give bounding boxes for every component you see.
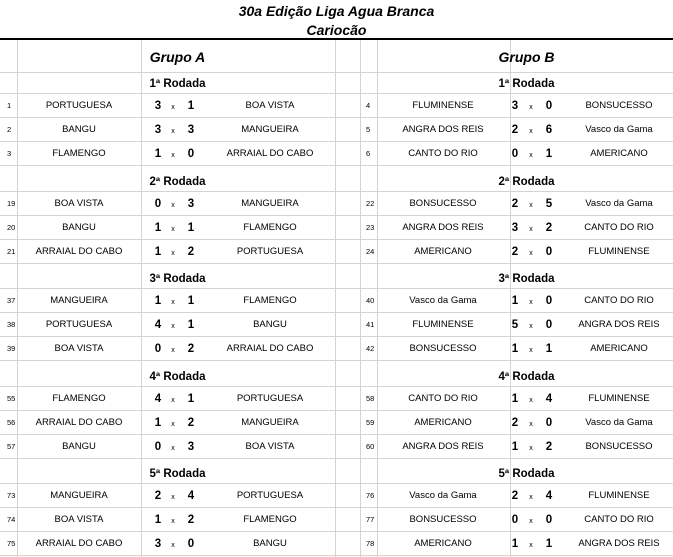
round-label: 1ª Rodada [498,78,555,90]
versus-mark: x [529,152,533,159]
round-label: 3ª Rodada [498,273,555,285]
round-label: 4ª Rodada [149,370,206,383]
away-score: 0 [545,295,553,307]
away-score: 3 [187,197,195,210]
row-gridline [0,483,673,484]
versus-mark: x [529,396,533,404]
home-score: 1 [511,392,519,405]
away-score: 1 [545,148,553,160]
away-score: 1 [187,221,195,234]
away-team: ARRAIAL DO CABO [226,148,314,159]
away-team: CANTO DO RIO [584,514,654,525]
home-score: 4 [154,319,162,331]
versus-mark: x [529,299,533,306]
away-team: BANGU [253,319,287,330]
home-score: 3 [154,538,162,550]
row-gridline [0,531,673,532]
home-score: 1 [154,416,162,429]
away-team: CANTO DO RIO [584,295,654,306]
versus-mark: x [529,347,533,354]
away-score: 4 [187,490,195,502]
away-team: CANTO DO RIO [584,221,654,233]
match-number: 38 [7,320,16,329]
away-team: AMERICANO [590,148,648,159]
home-team: FLAMENGO [52,392,106,404]
match-number: 40 [366,296,375,305]
round-label: 2ª Rodada [149,175,206,188]
home-score: 2 [154,490,162,502]
home-score: 1 [154,148,162,160]
match-number: 39 [7,344,16,353]
away-team: BOA VISTA [245,440,295,452]
home-team: BANGU [62,124,96,135]
home-score: 3 [154,100,162,112]
home-score: 1 [511,295,519,307]
row-gridline [0,117,673,118]
home-score: 2 [511,197,519,210]
home-team: BANGU [62,440,96,452]
home-team: ARRAIAL DO CABO [35,245,123,257]
versus-mark: x [529,518,533,525]
away-score: 5 [545,197,553,210]
match-number: 41 [366,320,375,329]
row-gridline [0,555,673,556]
match-number: 73 [7,491,16,500]
away-score: 1 [187,319,195,331]
home-score: 3 [511,100,519,112]
match-number: 24 [366,246,375,256]
home-score: 0 [511,148,519,160]
round-label: 2ª Rodada [498,175,555,188]
match-number: 59 [366,417,375,427]
away-team: FLAMENGO [243,221,297,233]
home-team: BOA VISTA [54,343,104,354]
versus-mark: x [529,249,533,257]
away-team: FLUMINENSE [588,490,650,501]
home-team: FLUMINENSE [412,100,474,111]
versus-mark: x [171,518,175,525]
away-team: Vasco da Gama [585,197,653,209]
away-score: 6 [545,124,553,136]
group-title: Grupo B [498,49,555,65]
versus-mark: x [529,201,533,209]
away-score: 2 [187,416,195,429]
away-team: AMERICANO [590,343,648,354]
sheet-subtitle: Cariocão [306,22,367,38]
match-number: 55 [7,393,16,403]
row-gridline [0,72,673,73]
home-score: 1 [511,440,519,453]
round-label: 1ª Rodada [149,78,206,90]
home-team: BONSUCESSO [409,197,477,209]
match-number: 6 [366,149,371,158]
match-number: 42 [366,344,375,353]
away-score: 2 [545,221,553,234]
away-team: BANGU [253,538,287,549]
home-team: AMERICANO [414,538,472,549]
home-score: 1 [511,343,519,355]
versus-mark: x [171,542,175,549]
away-team: FLAMENGO [243,295,297,306]
home-team: PORTUGUESA [45,100,113,111]
header-divider [0,38,673,40]
row-gridline [0,191,673,192]
match-number: 57 [7,441,16,451]
match-number: 75 [7,539,16,548]
home-team: BOA VISTA [54,197,104,209]
home-team: ANGRA DOS REIS [402,124,484,135]
row-gridline [0,360,673,361]
match-number: 56 [7,417,16,427]
versus-mark: x [171,420,175,428]
away-team: Vasco da Gama [585,124,653,135]
match-number: 22 [366,198,375,208]
match-number: 5 [366,125,371,134]
row-gridline [0,288,673,289]
versus-mark: x [529,323,533,330]
away-score: 0 [545,416,553,429]
match-number: 2 [7,125,12,134]
versus-mark: x [529,104,533,111]
home-team: FLUMINENSE [412,319,474,330]
home-team: MANGUEIRA [50,295,108,306]
away-team: BOA VISTA [245,100,295,111]
match-number: 58 [366,393,375,403]
versus-mark: x [171,225,175,233]
home-team: CANTO DO RIO [408,148,478,159]
versus-mark: x [529,225,533,233]
away-team: FLAMENGO [243,514,297,525]
home-team: Vasco da Gama [409,490,477,501]
away-team: BONSUCESSO [585,100,653,111]
home-score: 0 [154,343,162,355]
home-score: 2 [511,490,519,502]
round-label: 5ª Rodada [149,468,206,480]
row-gridline [0,410,673,411]
home-score: 1 [154,514,162,526]
home-team: BONSUCESSO [409,514,477,525]
row-gridline [0,458,673,459]
away-team: MANGUEIRA [241,124,299,135]
home-score: 3 [154,124,162,136]
home-team: PORTUGUESA [45,319,113,330]
home-score: 2 [511,245,519,258]
away-team: PORTUGUESA [236,245,304,257]
away-score: 4 [545,392,553,405]
away-team: Vasco da Gama [585,416,653,428]
versus-mark: x [529,128,533,135]
versus-mark: x [171,347,175,354]
away-team: ARRAIAL DO CABO [226,343,314,354]
versus-mark: x [171,444,175,452]
match-number: 77 [366,515,375,524]
row-gridline [0,312,673,313]
away-score: 1 [187,100,195,112]
home-team: Vasco da Gama [409,295,477,306]
away-score: 3 [187,440,195,453]
versus-mark: x [171,299,175,306]
away-score: 2 [187,245,195,258]
versus-mark: x [171,104,175,111]
away-score: 0 [545,514,553,526]
home-team: MANGUEIRA [50,490,108,501]
away-score: 1 [545,343,553,355]
match-number: 19 [7,198,16,208]
row-gridline [0,239,673,240]
home-team: CANTO DO RIO [408,392,478,404]
row-gridline [0,434,673,435]
home-team: BOA VISTA [54,514,104,525]
match-number: 21 [7,246,16,256]
row-gridline [0,507,673,508]
match-number: 74 [7,515,16,524]
home-score: 2 [511,124,519,136]
round-label: 4ª Rodada [498,370,555,383]
match-number: 76 [366,491,375,500]
versus-mark: x [171,201,175,209]
row-gridline [0,386,673,387]
versus-mark: x [171,396,175,404]
home-team: BANGU [62,221,96,233]
away-score: 2 [187,514,195,526]
versus-mark: x [171,494,175,501]
away-team: MANGUEIRA [241,416,299,428]
away-team: BONSUCESSO [585,440,653,452]
away-score: 0 [187,148,195,160]
round-label: 3ª Rodada [149,273,206,285]
versus-mark: x [529,444,533,452]
match-number: 60 [366,441,375,451]
versus-mark: x [171,152,175,159]
row-gridline [0,336,673,337]
match-number: 3 [7,149,12,158]
versus-mark: x [529,542,533,549]
match-number: 20 [7,222,16,232]
match-number: 1 [7,101,12,110]
away-team: ANGRA DOS REIS [578,319,660,330]
away-score: 0 [187,538,195,550]
home-score: 0 [154,440,162,453]
home-team: FLAMENGO [52,148,106,159]
away-team: FLUMINENSE [588,392,650,404]
away-score: 1 [545,538,553,550]
away-team: PORTUGUESA [236,490,304,501]
away-team: FLUMINENSE [588,245,650,257]
away-score: 3 [187,124,195,136]
home-score: 0 [511,514,519,526]
away-team: PORTUGUESA [236,392,304,404]
row-gridline [0,93,673,94]
versus-mark: x [529,420,533,428]
row-gridline [0,165,673,166]
home-score: 2 [511,416,519,429]
home-team: ARRAIAL DO CABO [35,538,123,549]
match-number: 37 [7,296,16,305]
row-gridline [0,263,673,264]
away-score: 2 [187,343,195,355]
home-score: 3 [511,221,519,234]
match-number: 23 [366,222,375,232]
group-title: Grupo A [149,49,206,65]
home-score: 5 [511,319,519,331]
home-score: 1 [154,221,162,234]
row-gridline [0,215,673,216]
versus-mark: x [529,494,533,501]
away-team: ANGRA DOS REIS [578,538,660,549]
home-team: AMERICANO [414,416,472,428]
home-score: 1 [154,295,162,307]
home-team: ARRAIAL DO CABO [35,416,123,428]
versus-mark: x [171,128,175,135]
away-score: 0 [545,100,553,112]
match-number: 4 [366,101,371,110]
home-team: AMERICANO [414,245,472,257]
away-score: 0 [545,319,553,331]
home-score: 1 [154,245,162,258]
round-label: 5ª Rodada [498,468,555,480]
home-score: 0 [154,197,162,210]
home-team: ANGRA DOS REIS [402,221,484,233]
match-number: 78 [366,539,375,548]
home-team: ANGRA DOS REIS [402,440,484,452]
away-score: 0 [545,245,553,258]
away-score: 1 [187,392,195,405]
away-score: 1 [187,295,195,307]
versus-mark: x [171,249,175,257]
away-team: MANGUEIRA [241,197,299,209]
home-score: 4 [154,392,162,405]
versus-mark: x [171,323,175,330]
home-team: BONSUCESSO [409,343,477,354]
away-score: 4 [545,490,553,502]
home-score: 1 [511,538,519,550]
row-gridline [0,141,673,142]
sheet-title: 30a Edição Liga Agua Branca [238,3,435,19]
away-score: 2 [545,440,553,453]
